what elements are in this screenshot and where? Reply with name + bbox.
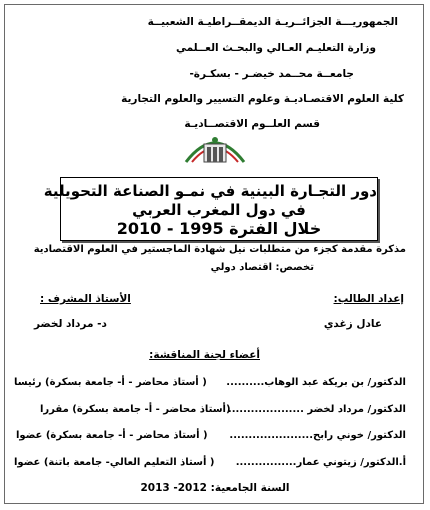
supervisor-label: الأستاذ المشرف :	[40, 293, 131, 305]
title-line-2: في دول المغرب العربي	[132, 201, 306, 219]
committee-member-4-name: أ.الدكتور/ زيتوني عمار................	[235, 457, 406, 468]
committee-member-1-role: ( أستاذ محاضر - أ- جامعة بسكرة) رئيسا	[14, 377, 207, 388]
committee-member-4-role: ( أستاذ التعليم العالي- جامعة باتنة) عضوا	[14, 457, 215, 468]
committee-member-1-name: الدكتور/ بن بريكة عبد الوهاب..........	[226, 377, 406, 388]
faculty-heading: كلية العلوم الاقتصـاديـة وعلوم التسيير والعلوم التجارية	[121, 93, 404, 105]
memo-purpose: مذكرة مقدمة كجزء من متطلبات نيل شهادة الماجستير في العلوم الاقتصادية	[33, 244, 406, 255]
department-heading: قسم العلــوم الاقتصــاديـة	[184, 118, 320, 130]
committee-member-2-role: (أستاذ محاضر - أ- جامعة بسكرة) مقررا	[40, 404, 231, 415]
ministry-heading: وزارة التعليـم العـالي والبحـث العــلمي	[176, 42, 376, 54]
committee-member-2-name: الدكتور/ مرداد لخضر ....................	[227, 404, 406, 415]
republic-heading: الجمهوريـــة الجزائــريـة الديمقــراطيـة الشعبيــة	[147, 16, 398, 28]
thesis-title-box	[43, 177, 378, 241]
committee-heading: أعضاء لجنة المناقشة:	[149, 349, 260, 361]
committee-member-3-role: ( أستاذ محاضر - أ- جامعة بسكرة) عضوا	[16, 430, 208, 441]
title-line-3: خلال الفترة 1995 - 2010	[116, 219, 322, 238]
committee-member-3-name: الدكتور/ خوني رابح......................	[229, 430, 406, 441]
university-heading: جامعــة محــمد خيضـر - بسكـرة-	[189, 68, 354, 80]
student-label: إعداد الطالب:	[333, 293, 404, 305]
university-seal-icon	[180, 128, 250, 164]
title-line-1: دور التجـارة البينية في نمـو الصناعة التحويلية	[43, 182, 377, 200]
academic-year: السنة الجامعية: 2012- 2013	[140, 482, 290, 494]
student-name: عادل زغدي	[323, 318, 382, 330]
supervisor-name: د- مرداد لخضر	[34, 318, 107, 330]
memo-specialty: تخصص: اقتصاد دولي	[210, 262, 314, 273]
